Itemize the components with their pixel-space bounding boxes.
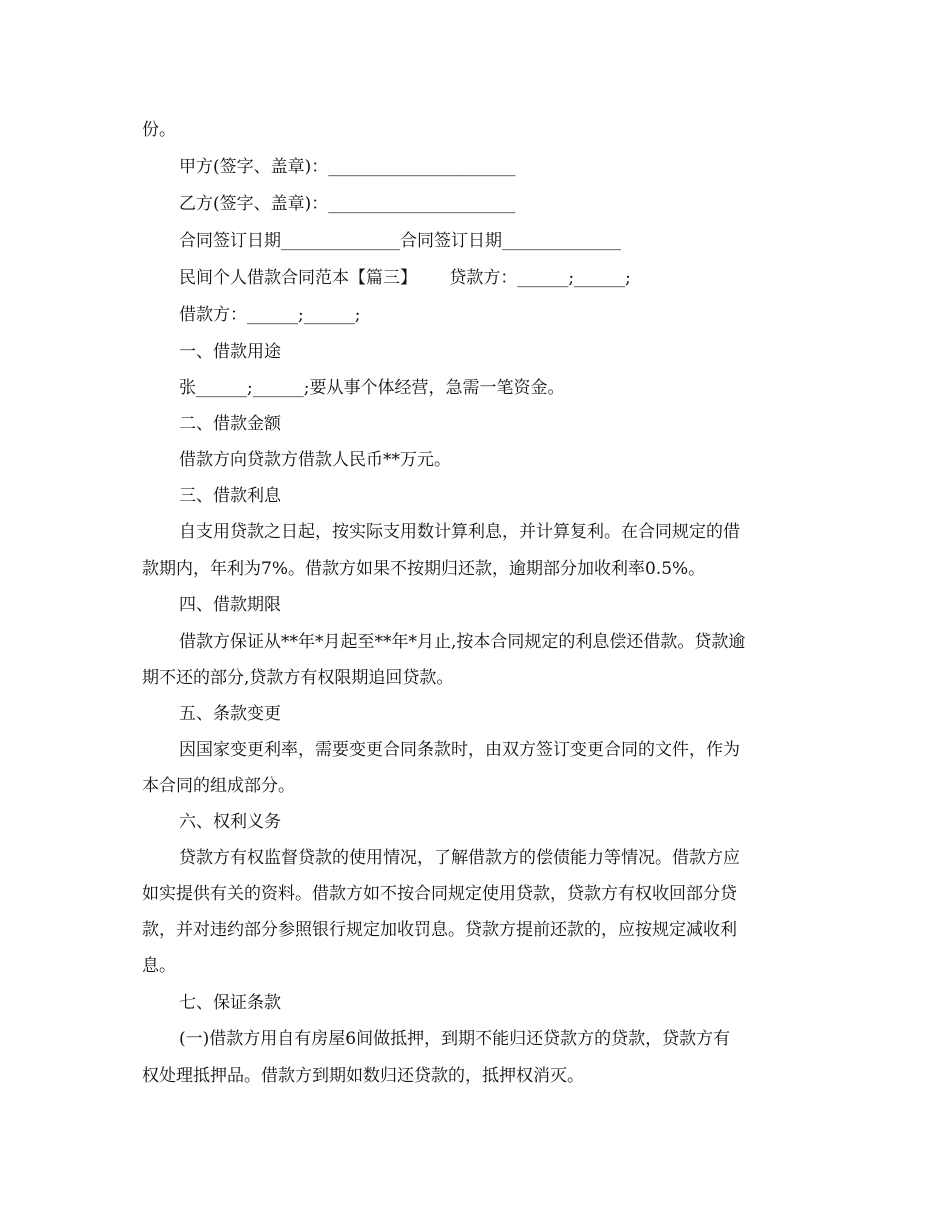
text-line: 借款方保证从**年*月起至**年*月止,按本合同规定的利息偿还借款。贷款逾 <box>179 632 746 652</box>
heading-clause-change: 五、条款变更 <box>179 704 281 724</box>
heading-loan-purpose: 一、借款用途 <box>179 342 281 362</box>
text-line: 份。 <box>142 120 176 140</box>
signing-date-line: 合同签订日期______________合同签订日期______________ <box>179 231 621 251</box>
heading-loan-term: 四、借款期限 <box>179 595 281 615</box>
heading-loan-interest: 三、借款利息 <box>179 486 281 506</box>
signature-line-party-b: 乙方(签字、盖章)：______________________ <box>179 194 516 214</box>
text-line: 贷款方有权监督贷款的使用情况，了解借款方的偿债能力等情况。借款方应 <box>179 848 740 868</box>
heading-rights-obligations: 六、权利义务 <box>179 812 281 832</box>
text-line: (一)借款方用自有房屋6间做抵押，到期不能归还贷款方的贷款，贷款方有 <box>179 1029 731 1049</box>
text-line: 本合同的组成部分。 <box>142 776 295 796</box>
text-line: 息。 <box>142 956 176 976</box>
text-line: 款，并对违约部分参照银行规定加收罚息。贷款方提前还款的，应按规定减收利 <box>142 920 737 940</box>
text-line: 款期内，年利为7%。借款方如果不按期归还款，逾期部分加收利率0.5%。 <box>142 559 706 579</box>
text-line: 张______;______;要从事个体经营，急需一笔资金。 <box>179 378 565 398</box>
signature-line-party-a: 甲方(签字、盖章)：______________________ <box>179 157 516 177</box>
borrower-line: 借款方：______;______; <box>179 305 361 325</box>
heading-guarantee: 七、保证条款 <box>179 993 281 1013</box>
heading-loan-amount: 二、借款金额 <box>179 414 281 434</box>
text-line: 如实提供有关的资料。借款方如不按合同规定使用贷款，贷款方有权收回部分贷 <box>142 884 737 904</box>
text-line: 权处理抵押品。借款方到期如数归还贷款的，抵押权消灭。 <box>142 1066 584 1086</box>
section-title-line: 民间个人借款合同范本【篇三】 贷款方：______;______; <box>179 268 631 288</box>
text-line: 期不还的部分,贷款方有权限期追回贷款。 <box>142 668 454 688</box>
text-line: 自支用贷款之日起，按实际支用数计算利息，并计算复利。在合同规定的借 <box>179 522 740 542</box>
text-line: 借款方向贷款方借款人民币**万元。 <box>179 450 451 470</box>
text-line: 因国家变更利率，需要变更合同条款时，由双方签订变更合同的文件，作为 <box>179 740 740 760</box>
